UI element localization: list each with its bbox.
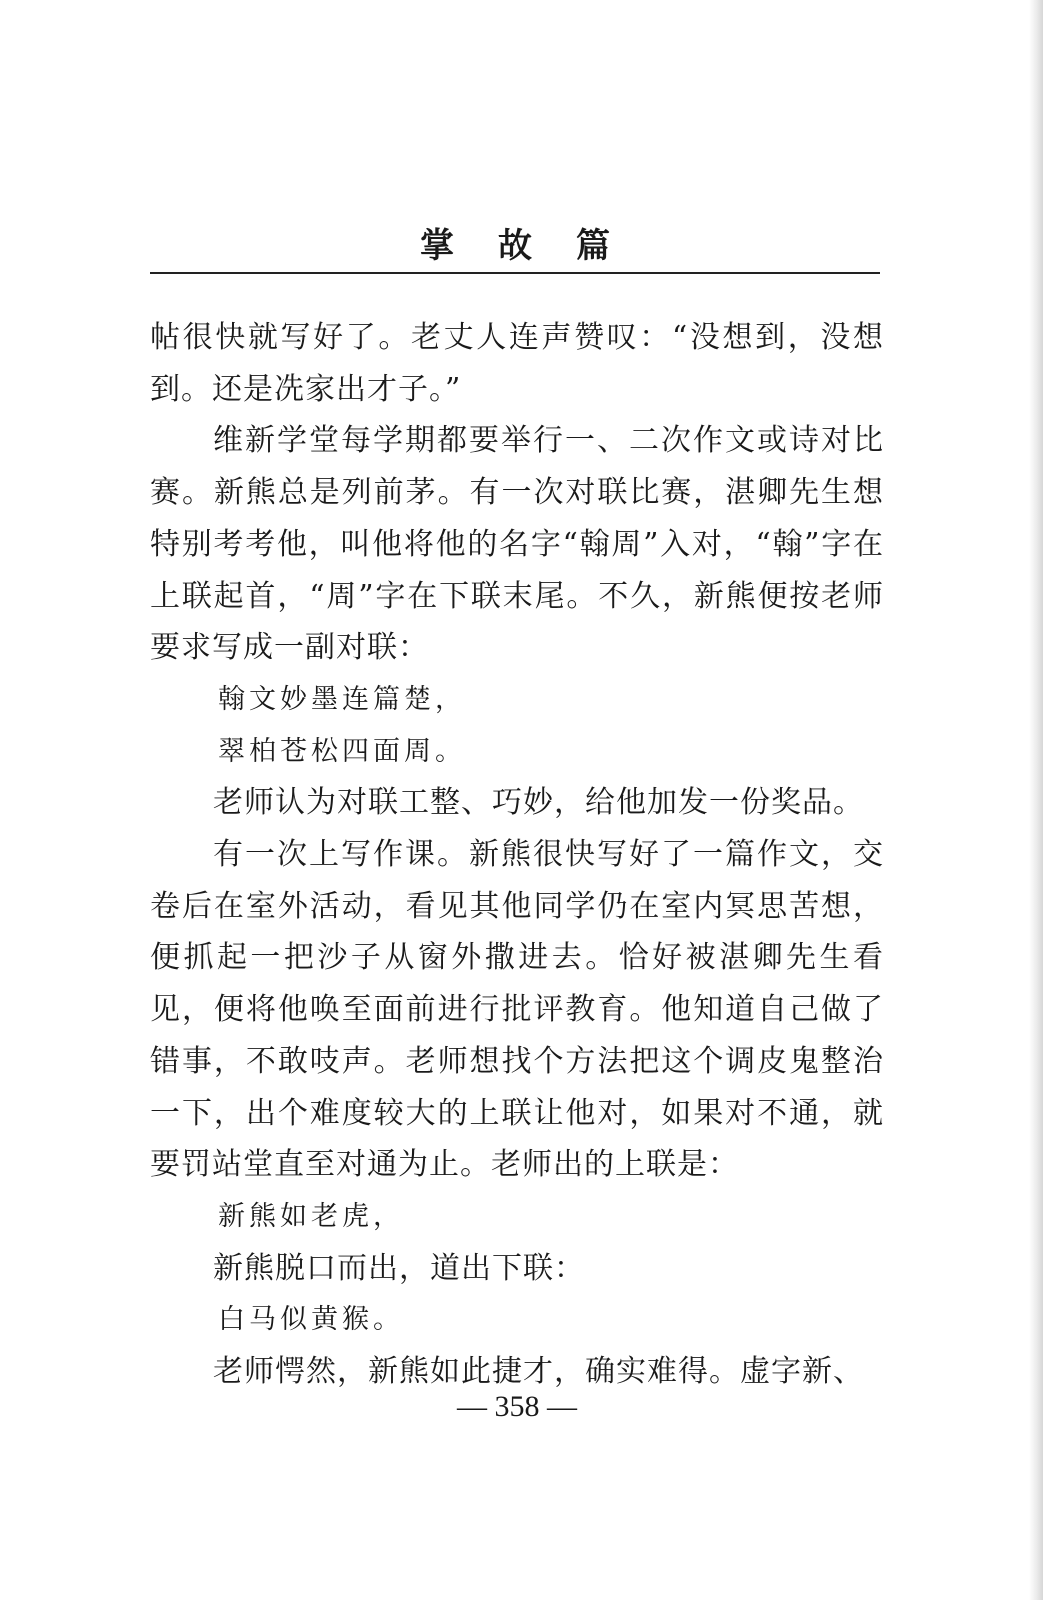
paragraph-4: 有一次上写作课。新熊很快写好了一篇作文，交卷后在室外活动，看见其他同学仍在室内冥思苦想，便抓起一把沙子从窗外撒进去。恰好被湛卿先生看见，便将他唤至面前进行批评教育。他知道自己做了错事，不敢吱声。老师想找个方法把这个调皮鬼整治一下，出个难度较大的上联让他对，如果对不通，就要罚站堂直至对通为止。老师出的上联是： — [150, 837, 884, 1183]
couplet-line-2: 翠柏苍松四面周。 — [218, 735, 466, 767]
couplet-line-3: 新熊如老虎， — [218, 1200, 404, 1232]
page-edge — [1029, 0, 1043, 1600]
paragraph-6: 老师愕然，新熊如此捷才，确实难得。虚字新、 — [213, 1354, 864, 1390]
paragraph-2: 维新学堂每学期都要举行一、二次作文或诗对比赛。新熊总是列前茅。有一次对联比赛，湛卿先生想特别考考他，叫他将他的名字“翰周”入对，“翰”字在上联起首，“周”字在下联末尾。不久，新熊便按老师要求写成一副对联： — [150, 423, 884, 666]
body-text — [150, 312, 884, 1398]
running-header-title: 掌故篇 — [420, 226, 654, 266]
paragraph-1: 帖很快就写好了。老丈人连声赞叹：“没想到，没想到。还是冼家出才子。” — [150, 320, 884, 407]
couplet-line-1: 翰文妙墨连篇楚， — [218, 683, 466, 715]
header-rule — [150, 272, 880, 274]
paragraph-5: 新熊脱口而出，道出下联： — [213, 1250, 585, 1286]
page-number: — 358 — — [457, 1390, 577, 1423]
couplet-line-4: 白马似黄猴。 — [218, 1304, 404, 1336]
paragraph-3: 老师认为对联工整、巧妙，给他加发一份奖品。 — [213, 785, 864, 821]
